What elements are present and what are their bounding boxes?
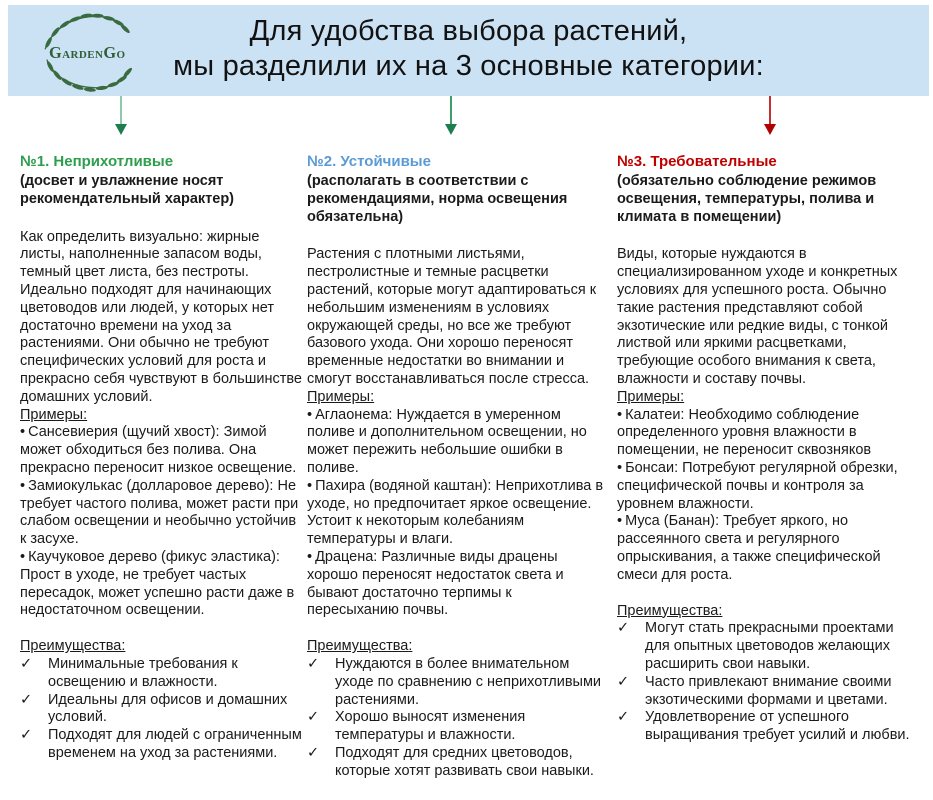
example-text: Муса (Банан): Требует яркого, но рассеянного света и регулярного опрыскивания, а также специфической смеси для роста. (617, 513, 881, 583)
example-item (307, 407, 604, 478)
advantage-item (20, 727, 304, 763)
logo-text: GardenGo (49, 42, 126, 62)
example-text: Аглаонема: Нуждается в умеренном поливе и дополнительном освещении, но может пережить небольшие ошибки в поливе. (307, 406, 587, 476)
category-column-demanding (617, 152, 919, 745)
example-item (20, 424, 304, 477)
example-text: Каучуковое дерево (фикус эластика): Прост в уходе, не требует частых пересадок, может успешно расти даже в недостаточном освещении. (20, 548, 295, 619)
bullet-icon: • (307, 477, 313, 494)
example-text: Драцена: Различные виды драцены хорошо переносят недостаток света и бывают достаточно терпимы к пересыханию почвы. (307, 548, 564, 619)
bullet-icon: • (617, 406, 623, 423)
advantage-text: Часто привлекают внимание своими экзотическими формами и цветами. (645, 673, 892, 708)
bullet-icon: • (617, 459, 623, 476)
category-heading: №1. Неприхотливые (20, 153, 174, 170)
example-item (307, 549, 604, 620)
example-item (617, 407, 919, 460)
bullet-icon: • (20, 424, 26, 441)
example-text: Пахира (водяной каштан): Неприхотлива в уходе, но предпочитает яркое освещение. Устоит к некоторым колебаниям температуры и влаги. (307, 477, 604, 548)
check-icon: ✓ (617, 709, 630, 726)
page-title-line2: мы разделили их на 3 основные категории: (173, 50, 764, 82)
advantage-text: Удовлетворение от успешного выращивания требует усилий и любви. (645, 709, 910, 744)
advantage-text: Минимальные требования к освещению и влажности. (48, 655, 238, 690)
category-subheading: (досвет и увлажнение носят рекомендательный характер) (20, 173, 235, 207)
advantage-text: Нуждаются в более внимательном уходе по сравнению с неприхотливыми растениями. (335, 655, 602, 708)
advantages-label: Преимущества: (307, 638, 413, 655)
advantage-text: Хорошо выносят изменения температуры и влажности. (335, 709, 526, 744)
check-icon: ✓ (20, 727, 33, 744)
category-column-unpretentious (20, 152, 304, 763)
category-heading: №3. Требовательные (617, 153, 777, 170)
category-description: Как определить визуально: жирные листы, наполненные запасом воды, темный цвет листа, без пестроты. Идеально подходят для начинающих цветоводов или людей, у которых нет достаточно времени на уход за растениями. Они обычно не требуют специфических условий для роста и прекрасно себя чувствуют в большинстве домашних условий. (20, 228, 302, 405)
example-item (20, 549, 304, 620)
example-text: Калатеи: Необходимо соблюдение определенного уровня влажности в помещении, не переносит сквозняков (617, 406, 872, 459)
check-icon: ✓ (307, 709, 320, 726)
examples-label: Примеры: (20, 406, 88, 423)
category-description: Растения с плотными листьями, пестролистные и темные расцветки растений, которые могут адаптироваться к небольшим изменениям в условиях окружающей среды, но все же требуют базового ухода. Они хорошо переносят временные недостатки во внимании и смогут восстанавливаться после стресса. (307, 246, 597, 387)
arrow-stem (769, 96, 771, 124)
advantage-item (307, 709, 604, 745)
examples-label: Примеры: (307, 388, 375, 405)
category-subheading: (располагать в соответствии с рекомендациями, норма освещения обязательна) (307, 173, 568, 225)
advantage-text: Подходят для людей с ограниченным временем на уход за растениями. (48, 727, 302, 761)
check-icon: ✓ (617, 620, 630, 637)
category-heading: №2. Устойчивые (307, 153, 431, 170)
bullet-icon: • (617, 513, 623, 530)
example-item (20, 478, 304, 549)
check-icon: ✓ (307, 655, 320, 672)
advantage-text: Могут стать прекрасными проектами для опытных цветоводов желающих расширить свои навыки. (645, 620, 894, 672)
down-arrow-icon (445, 96, 457, 135)
example-item (617, 513, 919, 584)
advantage-item (307, 656, 604, 709)
check-icon: ✓ (617, 673, 630, 690)
example-item (617, 460, 919, 513)
arrow-head (445, 124, 457, 135)
header-band (8, 5, 929, 96)
example-text: Бонсаи: Потребуют регулярной обрезки, специфической почвы и контроля за уровнем влажности. (617, 459, 898, 512)
arrow-stem (450, 96, 452, 124)
advantages-label: Преимущества: (20, 638, 126, 655)
advantage-item (20, 692, 304, 728)
check-icon: ✓ (20, 691, 33, 708)
bullet-icon: • (20, 477, 26, 494)
advantage-item (617, 620, 919, 673)
down-arrow-icon (764, 96, 776, 135)
down-arrow-icon (115, 96, 127, 135)
advantage-item (617, 674, 919, 710)
advantage-item (20, 656, 304, 692)
advantage-text: Идеальны для офисов и домашних условий. (48, 691, 288, 726)
check-icon: ✓ (307, 744, 320, 761)
advantage-item (307, 745, 604, 781)
arrow-head (764, 124, 776, 135)
advantage-text: Подходят для средних цветоводов, которые хотят развивать свои навыки. (335, 744, 594, 779)
bullet-icon: • (307, 548, 313, 565)
examples-label: Примеры: (617, 388, 685, 405)
category-description: Виды, которые нуждаются в специализированном уходе и конкретных условиях для успешного роста. Обычно такие растения представляют собой экзотические или редкие виды, с тонкой листвой или яркими расцветками, требующие особого внимания к света, влажности и составу почвы. (617, 246, 898, 387)
bullet-icon: • (20, 548, 26, 565)
bullet-icon: • (307, 406, 313, 423)
page-title-line1: Для удобства выбора растений, (249, 15, 688, 47)
example-item (307, 478, 604, 549)
example-text: Замиокулькас (долларовое дерево): Не требует частого полива, может расти при слабом освещении и необычно устойчив к засухе. (20, 477, 299, 548)
example-text: Сансевиерия (щучий хвост): Зимой может обходиться без полива. Она прекрасно переносит низкое освещение. (20, 424, 297, 476)
page-title (8, 14, 929, 84)
advantages-label: Преимущества: (617, 602, 723, 619)
arrow-stem (120, 96, 122, 124)
arrow-head (115, 124, 127, 135)
advantage-item (617, 709, 919, 745)
check-icon: ✓ (20, 655, 33, 672)
category-subheading: (обязательно соблюдение режимов освещения, температуры, полива и климата в помещении) (617, 173, 877, 225)
category-column-resilient (307, 152, 604, 781)
